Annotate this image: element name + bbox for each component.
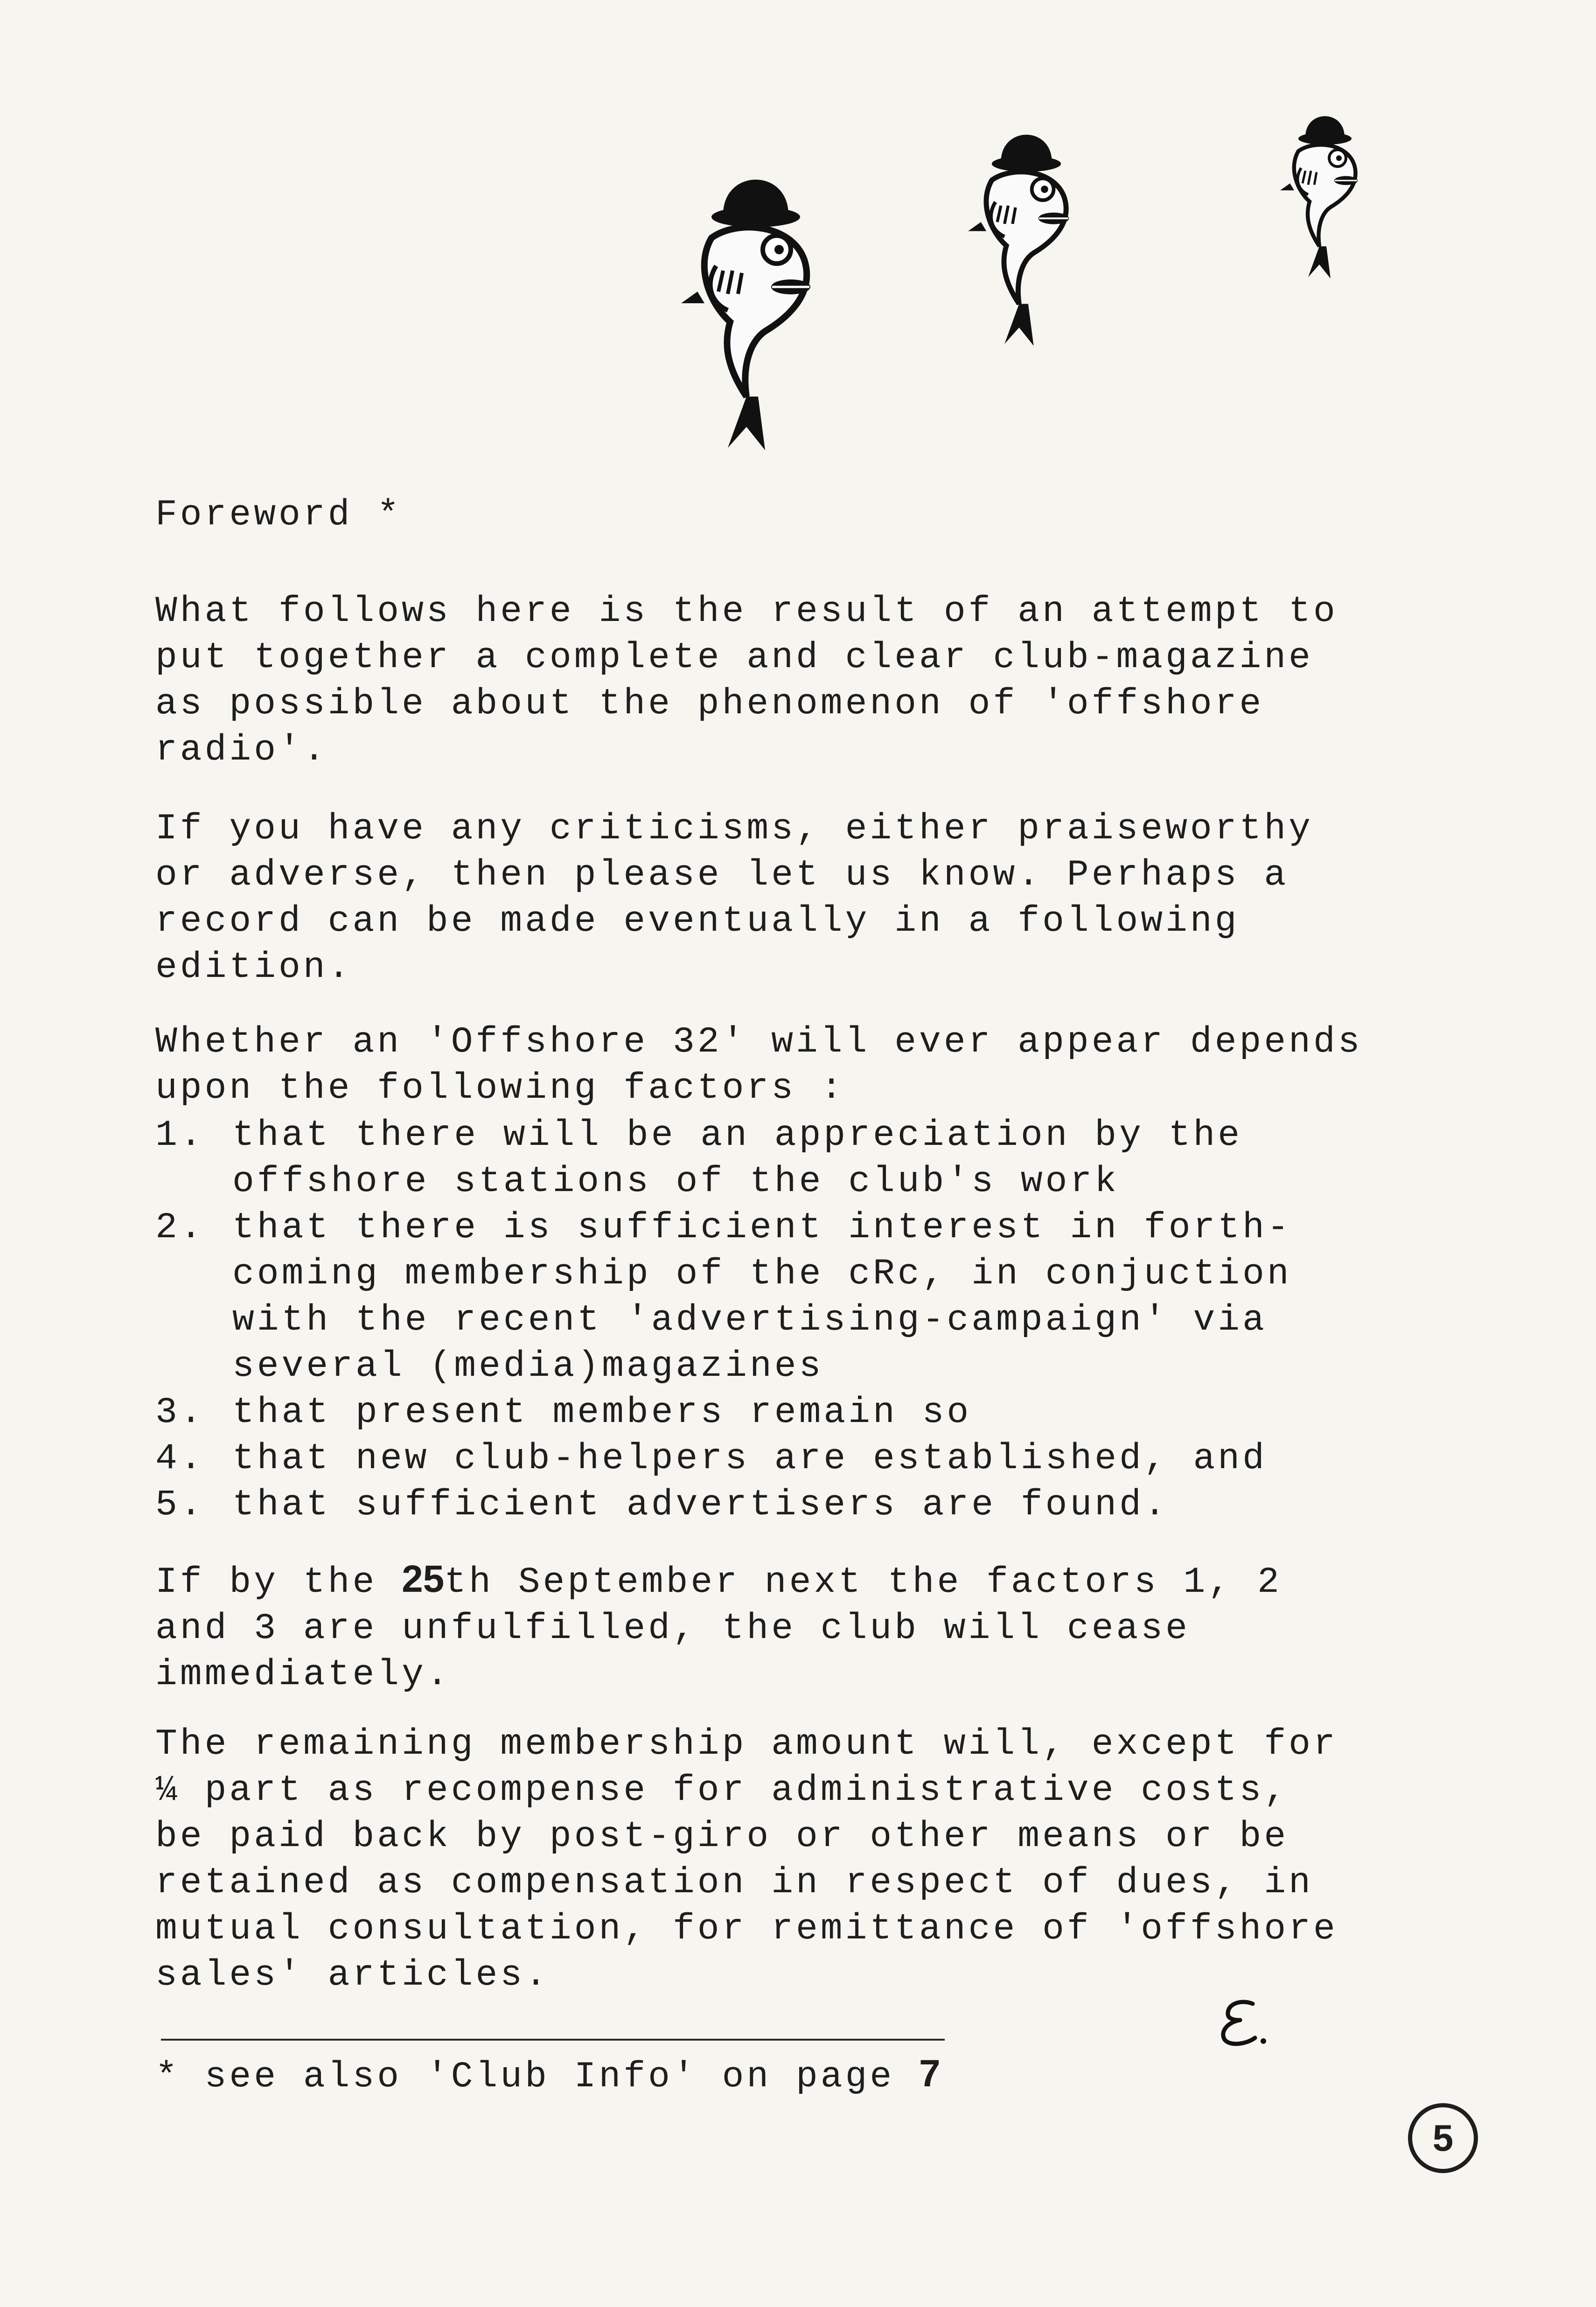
paragraph-refund [155, 1722, 1338, 1999]
text-line: several (media)magazines [232, 1346, 824, 1387]
text-line: What follows here is the result of an attempt to [155, 591, 1338, 632]
fish-illustration [0, 0, 1596, 467]
fish-small-icon [1280, 116, 1358, 279]
text-line: ¼ part as recompense for administrative costs, [155, 1770, 1289, 1811]
list-number: 5. [155, 1485, 205, 1526]
text-line: that new club-helpers are established, and [232, 1438, 1267, 1479]
list-item [155, 1113, 1292, 1205]
text-line: that there will be an appreciation by the [232, 1115, 1243, 1156]
text-line: be paid back by post-giro or other means or be [155, 1816, 1289, 1857]
text-line: that there is sufficient interest in forth- [232, 1207, 1292, 1248]
text-line: radio'. [155, 730, 328, 771]
text-line: put together a complete and clear club-magazine [155, 637, 1313, 678]
text-line: If by the 25th September next the factors 1, 2 [155, 1558, 1282, 1603]
page-number: 5 [1408, 2103, 1478, 2173]
fish-large-icon [681, 180, 810, 450]
footnote-divider [161, 2039, 945, 2041]
text-line: If you have any criticisms, either praiseworthy [155, 808, 1313, 850]
text-line: coming membership of the cRc, in conjuction [232, 1254, 1292, 1295]
text-line: sales' articles. [155, 1955, 550, 1996]
paragraph-factors-intro [155, 1019, 1363, 1112]
list-item [155, 1205, 1292, 1390]
deadline-date: 25 [402, 1558, 445, 1600]
text-line: record can be made eventually in a following [155, 901, 1240, 942]
fish-medium-icon [968, 135, 1069, 346]
text-line: upon the following factors : [155, 1068, 845, 1109]
text-line: that sufficient advertisers are found. [232, 1485, 1169, 1526]
foreword-title: Foreword * [155, 495, 402, 536]
footnote-page-ref: 7 [919, 2052, 941, 2095]
list-number: 2. [155, 1207, 205, 1248]
text-line: offshore stations of the club's work [232, 1161, 1120, 1202]
list-number: 1. [155, 1115, 205, 1156]
text-line: and 3 are unfulfilled, the club will cease [155, 1608, 1190, 1649]
text-line: mutual consultation, for remittance of 'offshore [155, 1909, 1338, 1950]
list-number: 4. [155, 1438, 205, 1479]
paragraph-intro [155, 589, 1338, 774]
text-line: immediately. [155, 1654, 451, 1695]
signature-mark [1213, 1997, 1269, 2048]
text-line: with the recent 'advertising-campaign' via [232, 1300, 1267, 1341]
list-item [155, 1390, 1292, 1436]
text-line: The remaining membership amount will, except for [155, 1724, 1338, 1765]
factors-list [155, 1113, 1292, 1528]
text-line: as possible about the phenomenon of 'offshore [155, 683, 1264, 725]
list-number: 3. [155, 1392, 205, 1433]
text-line: that present members remain so [232, 1392, 972, 1433]
text-line: edition. [155, 947, 353, 988]
footnote: * see also 'Club Info' on page 7 [155, 2052, 941, 2098]
list-item [155, 1436, 1292, 1482]
paragraph-criticisms [155, 806, 1313, 991]
text-line: or adverse, then please let us know. Perhaps a [155, 855, 1289, 896]
paragraph-deadline [155, 1556, 1282, 1698]
list-item [155, 1482, 1292, 1528]
text-line: retained as compensation in respect of dues, in [155, 1862, 1313, 1903]
text-line: Whether an 'Offshore 32' will ever appear depends [155, 1022, 1363, 1063]
